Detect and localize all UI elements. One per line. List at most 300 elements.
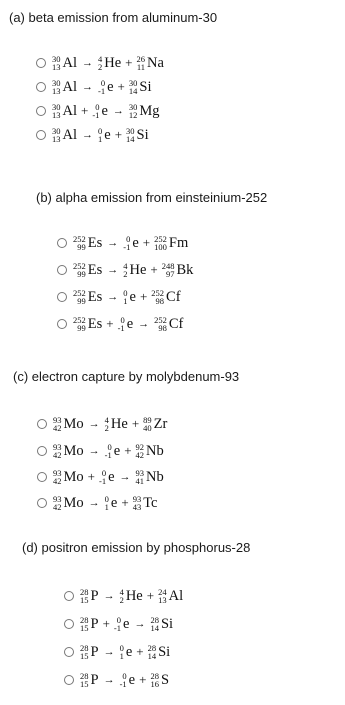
mass-number: 28 — [150, 670, 159, 681]
element-symbol: Al — [62, 126, 77, 143]
mass-number: 30 — [128, 77, 138, 88]
atomic-number: 16 — [150, 679, 159, 689]
mass-number: 252 — [151, 287, 165, 298]
nuclide — [137, 55, 164, 72]
mass-number: 252 — [73, 287, 86, 298]
nuclear-equation — [52, 79, 151, 96]
nuclide-numbers — [80, 672, 89, 689]
reaction-arrow-icon: → — [88, 445, 100, 457]
plus-sign: + — [136, 644, 144, 659]
option-a4[interactable] — [36, 124, 149, 146]
element-symbol: Si — [139, 78, 152, 95]
atomic-number: 1 — [119, 651, 124, 661]
reaction-arrow-icon: → — [103, 674, 115, 686]
nuclide-numbers — [52, 55, 61, 72]
nuclide-numbers — [80, 644, 89, 661]
nuclide — [143, 416, 167, 433]
nuclear-equation — [80, 588, 183, 605]
reaction-arrow-icon: → — [103, 590, 115, 602]
mass-number: 24 — [158, 586, 167, 597]
nuclide-numbers — [53, 495, 62, 512]
nuclide — [80, 588, 99, 605]
reaction-arrow-icon: → — [107, 237, 119, 249]
option-b4[interactable] — [57, 313, 183, 335]
nuclear-equation — [80, 616, 173, 633]
nuclide-numbers — [120, 672, 127, 689]
element-symbol: e — [126, 315, 134, 332]
nuclide — [53, 469, 84, 486]
element-symbol: Si — [158, 643, 171, 660]
element-symbol: Tc — [143, 494, 158, 511]
atomic-number: 13 — [158, 595, 167, 605]
mass-number: 252 — [154, 233, 167, 244]
nuclide-numbers — [98, 79, 105, 96]
atomic-number: 15 — [80, 623, 89, 633]
nuclide-numbers — [73, 262, 86, 279]
option-a3[interactable] — [36, 100, 160, 122]
nuclide-numbers — [143, 416, 152, 433]
atomic-number: 41 — [135, 476, 145, 486]
option-a2[interactable] — [36, 76, 151, 98]
atomic-number: 100 — [154, 242, 167, 252]
nuclide — [80, 616, 99, 633]
atomic-number: 13 — [52, 62, 61, 72]
nuclide — [99, 469, 115, 486]
atomic-number: 2 — [123, 269, 128, 279]
nuclide — [105, 443, 121, 460]
radio-button[interactable] — [37, 446, 47, 456]
plus-sign: + — [146, 588, 155, 603]
element-symbol: P — [90, 643, 99, 660]
element-symbol: e — [107, 78, 114, 95]
option-a1[interactable] — [36, 52, 164, 74]
element-symbol: Nb — [146, 468, 164, 485]
reaction-arrow-icon: → — [134, 618, 146, 630]
mass-number: 4 — [119, 586, 124, 597]
nuclide-numbers — [137, 55, 146, 72]
nuclide — [150, 672, 169, 689]
nuclide — [52, 55, 77, 72]
nuclide — [120, 672, 136, 689]
nuclide-numbers — [129, 103, 138, 120]
mass-number: 4 — [98, 53, 103, 64]
nuclide-numbers — [151, 289, 164, 306]
element-symbol: He — [125, 587, 143, 604]
atomic-number: -1 — [92, 110, 100, 120]
plus-sign: + — [106, 316, 114, 331]
plus-sign: + — [114, 127, 123, 142]
mass-number: 28 — [80, 642, 89, 653]
nuclide-numbers — [136, 469, 145, 486]
mass-number: 28 — [80, 614, 89, 625]
element-symbol: Es — [87, 234, 103, 251]
atomic-number: 42 — [53, 502, 62, 512]
atomic-number: 14 — [150, 623, 159, 633]
reaction-arrow-icon: → — [107, 264, 119, 276]
plus-sign: + — [139, 672, 147, 687]
nuclide — [98, 79, 114, 96]
nuclide — [136, 443, 164, 460]
element-symbol: Mg — [139, 102, 160, 119]
nuclide — [126, 127, 149, 144]
atomic-number: 42 — [135, 450, 145, 460]
mass-number: 0 — [116, 614, 122, 625]
radio-button[interactable] — [64, 675, 74, 685]
element-symbol: Bk — [176, 261, 194, 278]
mass-number: 252 — [73, 260, 86, 271]
atomic-number: 2 — [119, 595, 124, 605]
atomic-number: 15 — [80, 595, 89, 605]
option-d3[interactable] — [64, 641, 170, 663]
element-symbol: Al — [62, 54, 77, 71]
radio-button[interactable] — [36, 106, 46, 116]
radio-button[interactable] — [57, 319, 67, 329]
mass-number: 93 — [135, 467, 145, 478]
mass-number: 0 — [126, 233, 131, 244]
nuclear-equation — [53, 443, 164, 460]
option-d2[interactable] — [64, 613, 173, 635]
mass-number: 0 — [123, 287, 128, 298]
element-symbol: Fm — [168, 234, 189, 251]
nuclide-numbers — [73, 289, 86, 306]
element-symbol: S — [160, 671, 170, 688]
atomic-number: 12 — [128, 110, 138, 120]
element-symbol: Mo — [63, 415, 84, 432]
nuclide — [52, 79, 77, 96]
reaction-arrow-icon: → — [138, 318, 150, 330]
nuclide-numbers — [92, 103, 99, 120]
nuclide-numbers — [118, 316, 125, 333]
atomic-number: 15 — [80, 679, 89, 689]
mass-number: 0 — [120, 314, 125, 325]
nuclear-equation — [73, 262, 193, 279]
nuclide — [133, 495, 158, 512]
element-symbol: e — [125, 643, 133, 660]
option-c2[interactable] — [37, 440, 164, 462]
element-symbol: e — [108, 468, 115, 485]
atomic-number: 1 — [98, 134, 103, 144]
option-c1[interactable] — [37, 413, 167, 435]
atomic-number: 13 — [52, 86, 61, 96]
option-b1[interactable] — [57, 232, 188, 254]
radio-button[interactable] — [64, 647, 74, 657]
atomic-number: 98 — [158, 323, 167, 333]
atomic-number: -1 — [104, 450, 112, 460]
element-symbol: P — [90, 615, 99, 632]
nuclide-numbers — [123, 289, 127, 306]
option-c4[interactable] — [37, 492, 157, 514]
radio-button[interactable] — [57, 265, 67, 275]
nuclide-numbers — [154, 235, 167, 252]
element-symbol: He — [129, 261, 147, 278]
nuclide — [73, 262, 102, 279]
atomic-number: 99 — [77, 323, 86, 333]
nuclide — [129, 79, 152, 96]
nuclide-numbers — [52, 127, 61, 144]
nuclide-numbers — [114, 616, 121, 633]
element-symbol: Zr — [153, 415, 168, 432]
atomic-number: 97 — [166, 269, 175, 279]
section-d-title: (d) positron emission by phosphorus-28 — [22, 540, 251, 555]
nuclide — [105, 495, 118, 512]
element-symbol: Al — [168, 587, 184, 604]
nuclide-numbers — [126, 127, 135, 144]
plus-sign: + — [131, 416, 140, 431]
nuclide-numbers — [98, 127, 102, 144]
radio-button[interactable] — [64, 591, 74, 601]
nuclide-numbers — [80, 616, 89, 633]
nuclide-numbers — [52, 79, 61, 96]
nuclide-numbers — [150, 672, 159, 689]
nuclide-numbers — [162, 262, 175, 279]
option-b2[interactable] — [57, 259, 193, 281]
nuclide — [114, 616, 130, 633]
nuclear-equation — [80, 672, 169, 689]
reaction-arrow-icon: → — [112, 105, 124, 117]
nuclide — [123, 289, 136, 306]
nuclear-equation — [52, 103, 160, 120]
atomic-number: -1 — [119, 679, 127, 689]
nuclide — [151, 289, 180, 306]
atomic-number: 99 — [77, 269, 86, 279]
nuclide-numbers — [136, 443, 145, 460]
atomic-number: -1 — [113, 623, 122, 633]
radio-button[interactable] — [37, 472, 47, 482]
nuclide-numbers — [123, 235, 130, 252]
plus-sign: + — [117, 79, 125, 94]
nuclide-numbers — [73, 235, 86, 252]
reaction-arrow-icon: → — [119, 471, 131, 483]
nuclide-numbers — [98, 55, 102, 72]
nuclide — [162, 262, 194, 279]
nuclide — [52, 103, 77, 120]
mass-number: 89 — [143, 414, 152, 425]
atomic-number: 13 — [52, 110, 61, 120]
mass-number: 26 — [136, 53, 146, 64]
element-symbol: Nb — [146, 442, 164, 459]
atomic-number: 42 — [53, 450, 62, 460]
atomic-number: 42 — [53, 423, 62, 433]
nuclide-numbers — [148, 644, 157, 661]
section-a-title: (a) beta emission from aluminum-30 — [9, 10, 218, 25]
nuclear-equation — [52, 127, 149, 144]
nuclide — [136, 469, 164, 486]
mass-number: 93 — [53, 414, 62, 425]
atomic-number: 15 — [80, 651, 89, 661]
element-symbol: He — [104, 54, 122, 71]
nuclide — [120, 588, 143, 605]
element-symbol: e — [104, 126, 111, 143]
radio-button[interactable] — [36, 58, 46, 68]
atomic-number: 2 — [98, 62, 103, 72]
mass-number: 0 — [101, 467, 107, 478]
reaction-arrow-icon: → — [107, 291, 119, 303]
nuclear-equation — [73, 289, 181, 306]
nuclide — [154, 235, 188, 252]
reaction-arrow-icon: → — [82, 57, 93, 69]
atomic-number: 13 — [52, 134, 61, 144]
nuclide-numbers — [158, 588, 167, 605]
mass-number: 30 — [52, 53, 61, 64]
radio-button[interactable] — [36, 82, 46, 92]
element-symbol: Es — [87, 261, 103, 278]
element-symbol: P — [90, 671, 99, 688]
nuclide-numbers — [129, 79, 138, 96]
mass-number: 30 — [52, 101, 61, 112]
element-symbol: Na — [147, 54, 164, 71]
mass-number: 30 — [126, 125, 135, 136]
mass-number: 92 — [135, 441, 145, 452]
mass-number: 248 — [161, 260, 175, 271]
nuclide-numbers — [120, 588, 124, 605]
mass-number: 93 — [53, 441, 62, 452]
nuclear-equation — [53, 495, 157, 512]
mass-number: 0 — [107, 441, 112, 452]
radio-button[interactable] — [57, 292, 67, 302]
mass-number: 28 — [147, 642, 157, 653]
nuclide-numbers — [105, 443, 112, 460]
nuclide — [118, 316, 134, 333]
mass-number: 28 — [80, 670, 89, 681]
mass-number: 0 — [119, 642, 124, 653]
element-symbol: Mo — [63, 442, 84, 459]
nuclear-equation — [73, 316, 183, 333]
radio-button[interactable] — [37, 419, 47, 429]
mass-number: 252 — [73, 233, 86, 244]
element-symbol: Cf — [168, 315, 184, 332]
element-symbol: He — [110, 415, 128, 432]
mass-number: 252 — [154, 314, 167, 325]
nuclide-numbers — [73, 316, 86, 333]
nuclide-numbers — [154, 316, 167, 333]
atomic-number: -1 — [123, 242, 131, 252]
element-symbol: Mo — [63, 494, 84, 511]
nuclide — [154, 316, 183, 333]
nuclide-numbers — [53, 443, 62, 460]
atomic-number: 43 — [132, 502, 142, 512]
radio-button[interactable] — [37, 498, 47, 508]
plus-sign: + — [87, 469, 95, 484]
mass-number: 93 — [132, 493, 142, 504]
atomic-number: 2 — [104, 423, 109, 433]
mass-number: 0 — [122, 670, 127, 681]
nuclide-numbers — [80, 588, 89, 605]
radio-button[interactable] — [57, 238, 67, 248]
mass-number: 30 — [128, 101, 138, 112]
option-b3[interactable] — [57, 286, 181, 308]
element-symbol: e — [123, 615, 130, 632]
atomic-number: 14 — [126, 134, 135, 144]
nuclide — [73, 316, 102, 333]
section-c-title: (c) electron capture by molybdenum-93 — [13, 369, 240, 384]
radio-button[interactable] — [36, 130, 46, 140]
plus-sign: + — [121, 495, 129, 510]
nuclide — [53, 495, 84, 512]
nuclide-numbers — [120, 644, 124, 661]
nuclide — [92, 103, 108, 120]
atomic-number: -1 — [99, 476, 107, 486]
plus-sign: + — [124, 443, 132, 458]
nuclide-numbers — [53, 469, 62, 486]
mass-number: 28 — [150, 614, 159, 625]
plus-sign: + — [139, 289, 148, 304]
nuclide — [53, 416, 84, 433]
nuclide — [52, 127, 77, 144]
section-b-title: (b) alpha emission from einsteinium-252 — [36, 190, 268, 205]
mass-number: 4 — [104, 414, 109, 425]
nuclear-equation — [73, 235, 188, 252]
mass-number: 0 — [95, 101, 100, 112]
mass-number: 252 — [73, 314, 86, 325]
element-symbol: e — [132, 234, 139, 251]
mass-number: 93 — [53, 493, 62, 504]
reaction-arrow-icon: → — [82, 81, 93, 93]
nuclide-numbers — [105, 416, 109, 433]
nuclear-equation — [52, 55, 164, 72]
atomic-number: 14 — [128, 86, 138, 96]
radio-button[interactable] — [64, 619, 74, 629]
element-symbol: Al — [62, 78, 77, 95]
element-symbol: e — [129, 288, 136, 305]
element-symbol: Es — [87, 288, 103, 305]
element-symbol: Si — [136, 126, 149, 143]
atomic-number: -1 — [117, 323, 125, 333]
mass-number: 0 — [100, 77, 106, 88]
nuclide-numbers — [53, 416, 62, 433]
element-symbol: e — [113, 442, 121, 459]
element-symbol: e — [128, 671, 136, 688]
nuclide-numbers — [150, 616, 159, 633]
mass-number: 30 — [52, 125, 61, 136]
nuclide — [120, 644, 133, 661]
atomic-number: 99 — [77, 296, 86, 306]
atomic-number: 99 — [77, 242, 86, 252]
nuclide — [80, 644, 99, 661]
element-symbol: e — [101, 102, 108, 119]
mass-number: 93 — [53, 467, 62, 478]
atomic-number: 98 — [155, 296, 165, 306]
reaction-arrow-icon: → — [88, 497, 100, 509]
element-symbol: Es — [87, 315, 103, 332]
nuclide — [53, 443, 84, 460]
nuclide-numbers — [123, 262, 127, 279]
atomic-number: 1 — [104, 502, 109, 512]
nuclide-numbers — [105, 495, 109, 512]
nuclide — [123, 262, 146, 279]
nuclide — [73, 289, 102, 306]
mass-number: 0 — [104, 493, 109, 504]
plus-sign: + — [81, 103, 89, 118]
plus-sign: + — [125, 55, 133, 70]
reaction-arrow-icon: → — [88, 418, 100, 430]
reaction-arrow-icon: → — [103, 646, 115, 658]
plus-sign: + — [150, 262, 158, 277]
reaction-arrow-icon: → — [82, 129, 93, 141]
nuclide — [73, 235, 102, 252]
nuclide — [129, 103, 160, 120]
nuclide — [80, 672, 99, 689]
atomic-number: 40 — [143, 423, 152, 433]
atomic-number: -1 — [98, 86, 106, 96]
atomic-number: 42 — [53, 476, 62, 486]
option-d4[interactable] — [64, 669, 169, 691]
atomic-number: 14 — [147, 651, 157, 661]
nuclide — [98, 127, 111, 144]
nuclear-equation — [80, 644, 170, 661]
option-c3[interactable] — [37, 466, 164, 488]
nuclide — [150, 616, 173, 633]
option-d1[interactable] — [64, 585, 183, 607]
